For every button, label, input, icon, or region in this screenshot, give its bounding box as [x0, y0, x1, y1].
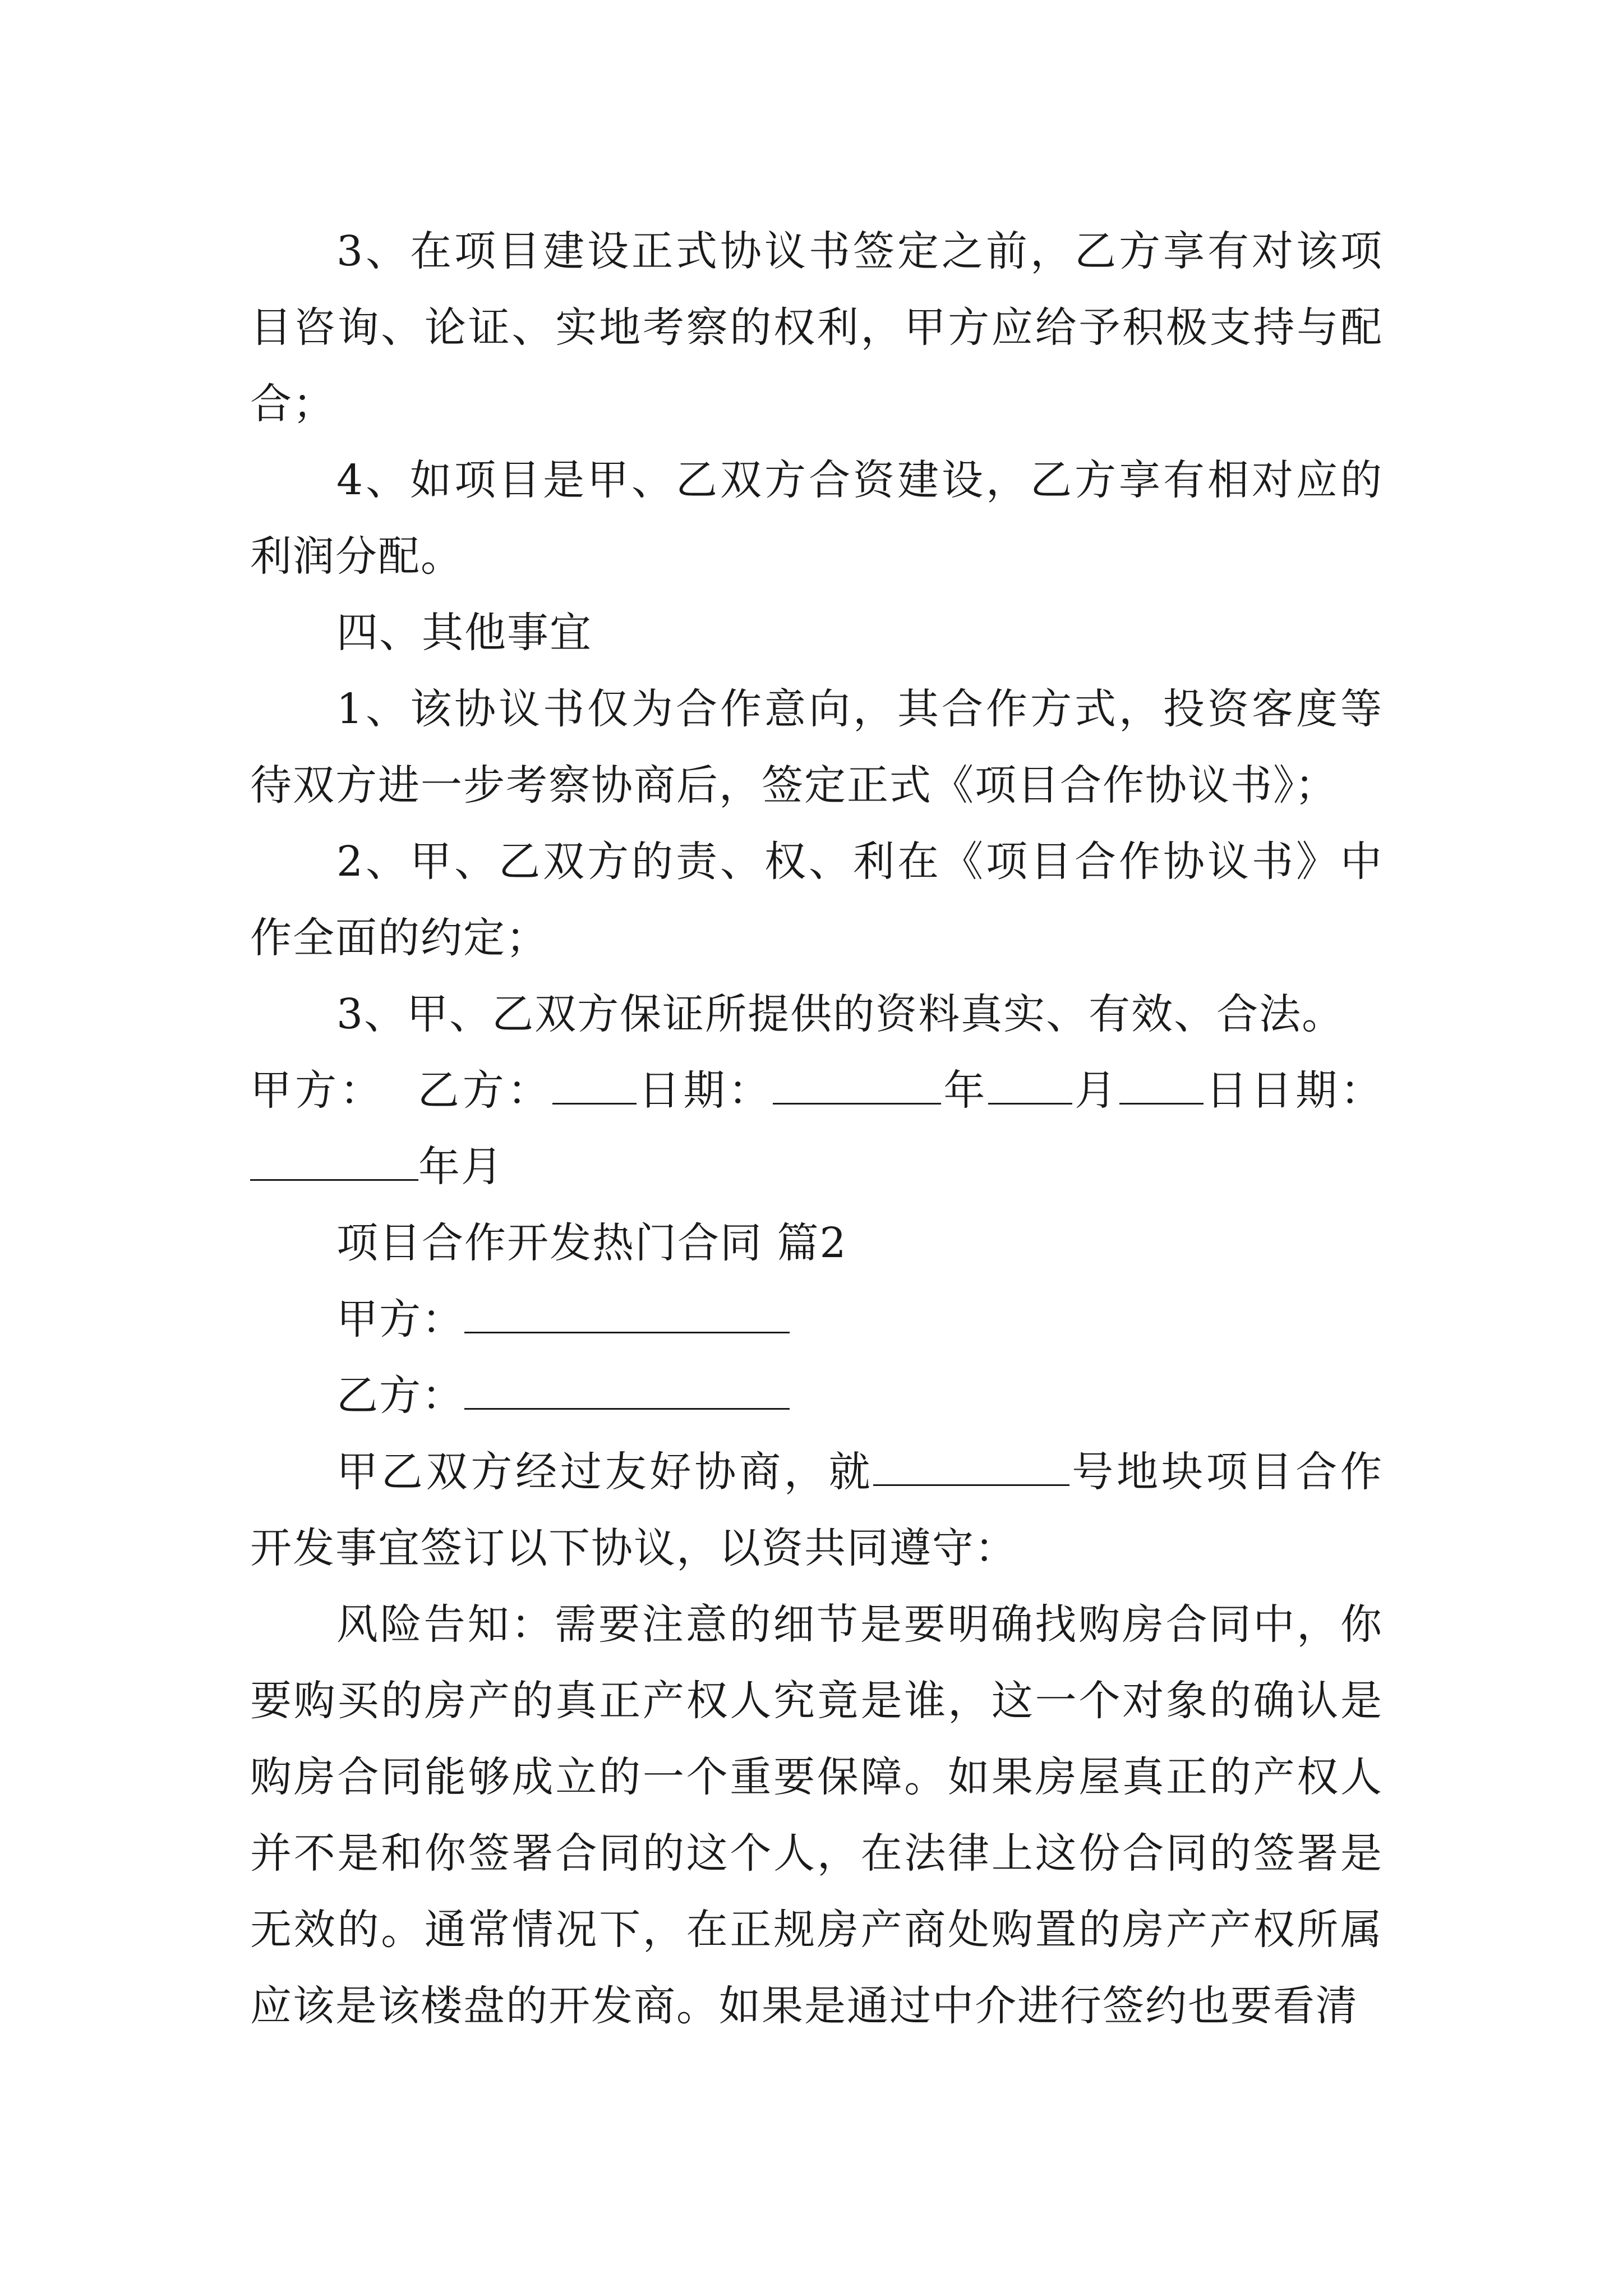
plot-number-blank: [873, 1447, 1069, 1486]
section-2-party-b: [250, 1358, 1383, 1434]
clause-4-profit: 4、如项目是甲、乙双方合资建设，乙方享有相对应的利润分配。: [250, 456, 1383, 581]
year-blank-2: [250, 1142, 418, 1181]
section-2-intro: [250, 1434, 1383, 1586]
risk-notice: 风险告知：需要注意的细节是要明确找购房合同中，你要购买的房产的真正产权人究竟是谁，这一个对象的确认是购房合同能够成立的一个重要保障。如果房屋真正的产权人并不是和你签署合同的这个人，在法律上这份合同的签署是无效的。通常情况下，在正规房产商处购置的房产产权所属应该是该楼盘的开发商。如果是通过中介进行签约也要看清: [250, 1600, 1383, 2030]
other-clause-1: 1、该协议书仅为合作意向，其合作方式，投资客度等待双方进一步考察协商后，签定正式《项目合作协议书》；: [250, 685, 1383, 809]
section-2-party-b-blank: [464, 1370, 790, 1410]
section-2-title: 项目合作开发热门合同 篇2: [336, 1219, 847, 1267]
section-2-intro-b: 号地块项目合作开发事宜签订以下协议，以资共同遵守：: [250, 1448, 1384, 1572]
section-2-party-a-label: 甲方：: [336, 1295, 464, 1343]
party-b-label: 乙方：: [417, 1066, 552, 1115]
section-heading-other-matters: 四、其他事宜: [336, 609, 592, 657]
other-clause-2: 2、甲、乙双方的责、权、利在《项目合作协议书》中作全面的约定；: [250, 838, 1383, 962]
section-2-intro-a: 甲乙双方经过友好协商，就: [336, 1448, 874, 1496]
signature-block: [250, 1052, 1383, 1205]
clause-3-rights: 3、在项目建设正式协议书签定之前，乙方享有对该项目咨询、论证、实地考察的权利，甲方应给予积极支持与配合；: [250, 227, 1383, 428]
day-label-1: 日: [1204, 1066, 1251, 1115]
party-a-label: 甲方：: [250, 1066, 385, 1115]
other-clause-3: 3、甲、乙双方保证所提供的资料真实、有效、合法。: [336, 990, 1345, 1038]
date-label-2: 日期：: [1251, 1066, 1384, 1115]
year-label-1: 年: [941, 1066, 989, 1115]
party-b-blank: [552, 1065, 637, 1105]
date-label-1: 日期：: [636, 1066, 773, 1115]
month-label-1: 月: [1072, 1066, 1120, 1115]
year-month-label-2: 年月: [418, 1143, 504, 1191]
day-blank-1: [1119, 1065, 1204, 1105]
year-blank-1: [773, 1065, 941, 1105]
month-blank-1: [988, 1065, 1072, 1105]
section-2-party-a: [250, 1281, 1383, 1358]
section-2-party-a-blank: [464, 1294, 790, 1333]
section-2-party-b-label: 乙方：: [336, 1372, 464, 1420]
document-body: [250, 213, 1383, 2044]
